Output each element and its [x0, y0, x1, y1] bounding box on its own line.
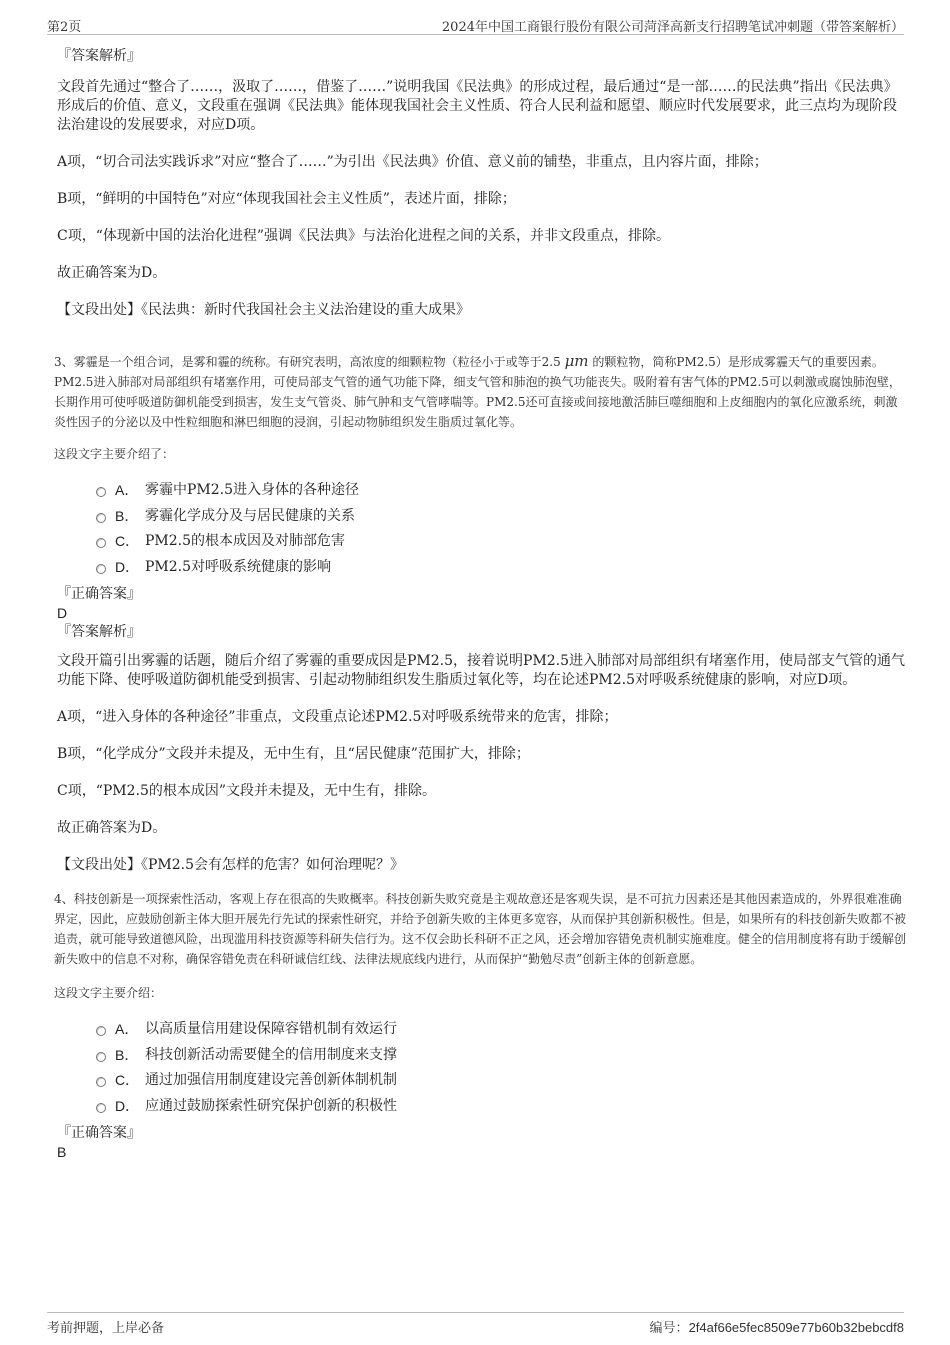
- radio-icon[interactable]: [96, 564, 106, 574]
- radio-icon[interactable]: [96, 513, 106, 523]
- q3-analysis-label: 『答案解析』: [57, 624, 141, 640]
- page-number: 第2页: [47, 20, 82, 35]
- q4-block: [54, 889, 907, 1161]
- q3-option-a[interactable]: A． 雾霾中PM2.5进入身体的各种途径: [96, 478, 907, 504]
- q3-conclusion: 故正确答案为D。: [57, 820, 167, 836]
- q3-analysis: 文段开篇引出雾霾的话题，随后介绍了雾霾的重要成因是PM2.5，接着说明PM2.5进入肺部对局部组织有堵塞作用，使局部支气管的通气功能下降、使呼吸道防御机能受到损害、引起动物肺组织发生脂质过氧化等，均在论述PM2.5对呼吸系统健康的影响，对应D项。: [57, 653, 906, 688]
- radio-icon[interactable]: [96, 538, 106, 548]
- q4-option-c[interactable]: C． 通过加强信用制度建设完善创新体制机制: [96, 1068, 907, 1094]
- q3-answer-label: 『正确答案』: [57, 586, 141, 602]
- q3-options: [96, 478, 907, 580]
- q2-option-a-analysis: A项，“切合司法实践诉求”对应“整合了……”为引出《民法典》价值、意义前的铺垫，非重点，且内容片面，排除；: [57, 154, 768, 170]
- q3-option-c[interactable]: C． PM2.5的根本成因及对肺部危害: [96, 529, 907, 555]
- q4-options: [96, 1017, 907, 1119]
- code-label: 编号：: [649, 1320, 689, 1335]
- q3-answer: D: [57, 605, 68, 621]
- radio-icon[interactable]: [96, 1103, 106, 1113]
- q4-option-b[interactable]: B． 科技创新活动需要健全的信用制度来支撑: [96, 1043, 907, 1069]
- q4-answer-label: 『正确答案』: [57, 1125, 141, 1141]
- q4-answer: B: [57, 1144, 67, 1160]
- code-value: 2f4af66e5fec8509e77b60b32bebcdf8: [688, 1320, 904, 1335]
- q3-unit: μm: [564, 352, 589, 370]
- q2-source: 【文段出处】《民法典：新时代我国社会主义法治建设的重大成果》: [57, 302, 470, 318]
- q2-block: [57, 46, 907, 320]
- q3-option-a-analysis: A项，“进入身体的各种途径”非重点，文段重点论述PM2.5对呼吸系统带来的危害，排除；: [57, 709, 618, 725]
- q3-text-after: 的颗粒物，简称PM2.5）是形成雾霾天气的重要因素。PM2.5进入肺部对局部组织有堵塞作用，可使局部支气管的通气功能下降，细支气管和肺泡的换气功能丧失。吸附着有害气体的PM2.5可以刺激或腐蚀肺泡壁，长期作用可使呼吸道防御机能受到损害，发生支气管炎、肺气肿和支气管哮喘等。PM2.5还可直接或间接地激活肺巨噬细胞和上皮细胞内的氧化应激系统，刺激炎性因子的分泌以及中性粒细胞和淋巴细胞的浸润，引起动物肺组织发生脂质过氧化等。: [54, 355, 901, 429]
- q4-option-d[interactable]: D． 应通过鼓励探索性研究保护创新的积极性: [96, 1094, 907, 1120]
- q2-option-c-analysis: C项，“体现新中国的法治化进程”强调《民法典》与法治化进程之间的关系，并非文段重点，排除。: [57, 228, 671, 244]
- q3-option-b-analysis: B项，“化学成分”文段并未提及，无中生有，且“居民健康”范围扩大，排除；: [57, 746, 530, 762]
- q2-analysis: 文段首先通过“整合了……，汲取了……，借鉴了……”说明我国《民法典》的形成过程，最后通过“是一部……的民法典”指出《民法典》形成后的价值、意义，文段重在强调《民法典》能体现我国社会主义性质、符合人民利益和愿望、顺应时代发展要求，此三点均为现阶段法治建设的发展要求，对应D项。: [57, 79, 898, 133]
- document-code: [650, 1317, 904, 1336]
- radio-icon[interactable]: [96, 1077, 106, 1087]
- footer-slogan: 考前押题，上岸必备: [47, 1321, 165, 1336]
- page-header: [47, 12, 904, 35]
- q3-ask: 这段文字主要介绍了：: [54, 447, 175, 461]
- q3-block: [54, 351, 907, 875]
- q2-conclusion: 故正确答案为D。: [57, 265, 167, 281]
- q4-text: 4、科技创新是一项探索性活动，客观上存在很高的失败概率。科技创新失败究竟是主观故意还是客观失误，是不可抗力因素还是其他因素造成的，外界很难准确界定，因此，应鼓励创新主体大胆开展先行先试的探索性研究，并给予创新失败的主体更多宽容，从而保护其创新积极性。但是，如果所有的科技创新失败都不被追责，就可能导致道德风险，出现滥用科技资源等科研失信行为。这不仅会助长科研不正之风，还会增加容错免责机制实施难度。健全的信用制度将有助于缓解创新失败中的信息不对称，确保容错免责在科研诚信红线、法律法规底线内进行，从而保护“勤勉尽责”创新主体的创新意愿。: [54, 892, 907, 966]
- page-footer: [47, 1312, 904, 1335]
- q3-option-c-analysis: C项，“PM2.5的根本成因”文段并未提及，无中生有，排除。: [57, 783, 437, 799]
- q3-option-d[interactable]: D． PM2.5对呼吸系统健康的影响: [96, 555, 907, 581]
- radio-icon[interactable]: [96, 487, 106, 497]
- radio-icon[interactable]: [96, 1052, 106, 1062]
- radio-icon[interactable]: [96, 1026, 106, 1036]
- document-title: 2024年中国工商银行股份有限公司菏泽高新支行招聘笔试冲刺题（带答案解析）: [441, 20, 904, 35]
- q2-analysis-label: 『答案解析』: [57, 48, 141, 64]
- q3-source: 【文段出处】《PM2.5会有怎样的危害？如何治理呢？》: [57, 857, 405, 873]
- page-content: [54, 46, 907, 1161]
- q4-option-a[interactable]: A． 以高质量信用建设保障容错机制有效运行: [96, 1017, 907, 1043]
- q3-text-before: 3、雾霾是一个组合词，是雾和霾的统称。有研究表明，高浓度的细颗粒物（粒径小于或等于2.5: [54, 355, 561, 369]
- q4-ask: 这段文字主要介绍：: [54, 986, 163, 1000]
- q3-option-b[interactable]: B． 雾霾化学成分及与居民健康的关系: [96, 504, 907, 530]
- q3-text: [54, 351, 907, 432]
- q2-option-b-analysis: B项，“鲜明的中国特色”对应“体现我国社会主义性质”，表述片面，排除；: [57, 191, 516, 207]
